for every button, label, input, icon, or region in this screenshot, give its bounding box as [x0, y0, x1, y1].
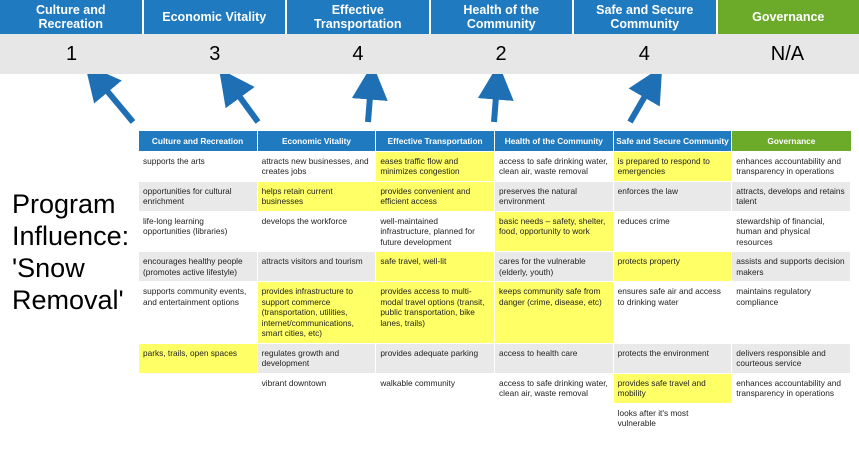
priority-header-health-of-the-community: Health of the Community — [431, 0, 575, 34]
matrix-cell — [139, 373, 258, 403]
table-row — [139, 181, 851, 211]
matrix-cell: access to health care — [494, 343, 613, 373]
matrix-cell: safe travel, well-lit — [376, 252, 495, 282]
score-effective-transportation: 4 — [352, 42, 364, 65]
matrix-cell: ensures safe air and access to drinking water — [613, 282, 732, 344]
matrix-cell: supports the arts — [139, 151, 258, 181]
matrix-header-governance: Governance — [732, 131, 851, 151]
matrix-cell: attracts, develops and retains talent — [732, 181, 851, 211]
matrix-cell: regulates growth and development — [257, 343, 376, 373]
matrix-cell: supports community events, and entertainment options — [139, 282, 258, 344]
matrix-cell: maintains regulatory compliance — [732, 282, 851, 344]
matrix-cell: helps retain current businesses — [257, 181, 376, 211]
matrix-cell: vibrant downtown — [257, 373, 376, 403]
influence-arrow-economic — [231, 85, 258, 122]
matrix-cell — [257, 403, 376, 433]
matrix-cell: delivers responsible and courteous service — [732, 343, 851, 373]
matrix-cell: provides adequate parking — [376, 343, 495, 373]
matrix-cell: enhances accountability and transparency in operations — [732, 151, 851, 181]
priority-header-effective-transportation: Effective Transportation — [287, 0, 431, 34]
matrix-cell: looks after it's most vulnerable — [613, 403, 732, 433]
outcomes-matrix — [138, 131, 851, 434]
score-safe-and-secure-community: 4 — [638, 42, 650, 65]
matrix-header-culture-and-recreation: Culture and Recreation — [139, 131, 258, 151]
table-row — [139, 211, 851, 252]
score-culture-and-recreation: 1 — [66, 42, 78, 65]
matrix-header-row — [139, 131, 851, 151]
matrix-cell: reduces crime — [613, 211, 732, 252]
matrix-header-economic-vitality: Economic Vitality — [257, 131, 376, 151]
priority-score-bar — [0, 0, 859, 74]
matrix-cell: assists and supports decision makers — [732, 252, 851, 282]
matrix-cell — [732, 403, 851, 433]
matrix-header-effective-transportation: Effective Transportation — [376, 131, 495, 151]
matrix-cell — [376, 403, 495, 433]
table-row — [139, 151, 851, 181]
table-row — [139, 373, 851, 403]
matrix-cell: provides infrastructure to support commerce (transportation, utilities, internet/communications, smart cities, etc) — [257, 282, 376, 344]
matrix-cell: preserves the natural environment — [494, 181, 613, 211]
matrix-cell: enhances accountability and transparency in operations — [732, 373, 851, 403]
matrix-cell: access to safe drinking water, clean air, waste removal — [494, 373, 613, 403]
priority-header-economic-vitality: Economic Vitality — [144, 0, 288, 34]
matrix-cell: eases traffic flow and minimizes congestion — [376, 151, 495, 181]
table-row — [139, 282, 851, 344]
matrix-cell: stewardship of financial, human and physical resources — [732, 211, 851, 252]
priority-header-governance: Governance — [718, 0, 859, 34]
matrix-cell: attracts visitors and tourism — [257, 252, 376, 282]
matrix-cell: opportunities for cultural enrichment — [139, 181, 258, 211]
matrix-cell: protects the environment — [613, 343, 732, 373]
matrix-cell: keeps community safe from danger (crime, disease, etc) — [494, 282, 613, 344]
score-economic-vitality: 3 — [209, 42, 221, 65]
matrix-cell: provides convenient and efficient access — [376, 181, 495, 211]
matrix-cell: provides safe travel and mobility — [613, 373, 732, 403]
matrix-header-health-of-the-community: Health of the Community — [494, 131, 613, 151]
matrix-cell: life-long learning opportunities (libraries) — [139, 211, 258, 252]
matrix-cell — [139, 403, 258, 433]
matrix-cell: is prepared to respond to emergencies — [613, 151, 732, 181]
matrix-cell: cares for the vulnerable (elderly, youth) — [494, 252, 613, 282]
priority-score-row — [0, 34, 859, 74]
priority-header-safe-and-secure-community: Safe and Secure Community — [574, 0, 718, 34]
matrix-cell: encourages healthy people (promotes active lifestyle) — [139, 252, 258, 282]
score-governance: N/A — [770, 42, 805, 65]
priority-header-row — [0, 0, 859, 34]
matrix-cell: provides access to multi-modal travel options (transit, public transportation, bike lanes, trails) — [376, 282, 495, 344]
influence-arrow-culture — [98, 80, 133, 122]
influence-arrow-health — [494, 84, 497, 122]
table-row — [139, 343, 851, 373]
matrix-cell: develops the workforce — [257, 211, 376, 252]
table-row — [139, 252, 851, 282]
program-influence-caption: Program Influence: 'Snow Removal' — [12, 189, 130, 315]
influence-arrow-transportation — [368, 84, 371, 122]
priority-header-culture-and-recreation: Culture and Recreation — [0, 0, 144, 34]
matrix-cell: protects property — [613, 252, 732, 282]
influence-arrow-safety — [630, 84, 652, 122]
matrix-cell: walkable community — [376, 373, 495, 403]
matrix-cell: attracts new businesses, and creates jobs — [257, 151, 376, 181]
matrix-cell — [494, 403, 613, 433]
matrix-cell: access to safe drinking water, clean air, waste removal — [494, 151, 613, 181]
influence-arrow-group — [0, 74, 859, 132]
matrix-cell: basic needs – safety, shelter, food, opportunity to work — [494, 211, 613, 252]
matrix-cell: well-maintained infrastructure, planned for future development — [376, 211, 495, 252]
table-row — [139, 403, 851, 433]
matrix-cell: parks, trails, open spaces — [139, 343, 258, 373]
matrix-cell: enforces the law — [613, 181, 732, 211]
score-health-of-the-community: 2 — [495, 42, 507, 65]
matrix-header-safe-and-secure-community: Safe and Secure Community — [613, 131, 732, 151]
